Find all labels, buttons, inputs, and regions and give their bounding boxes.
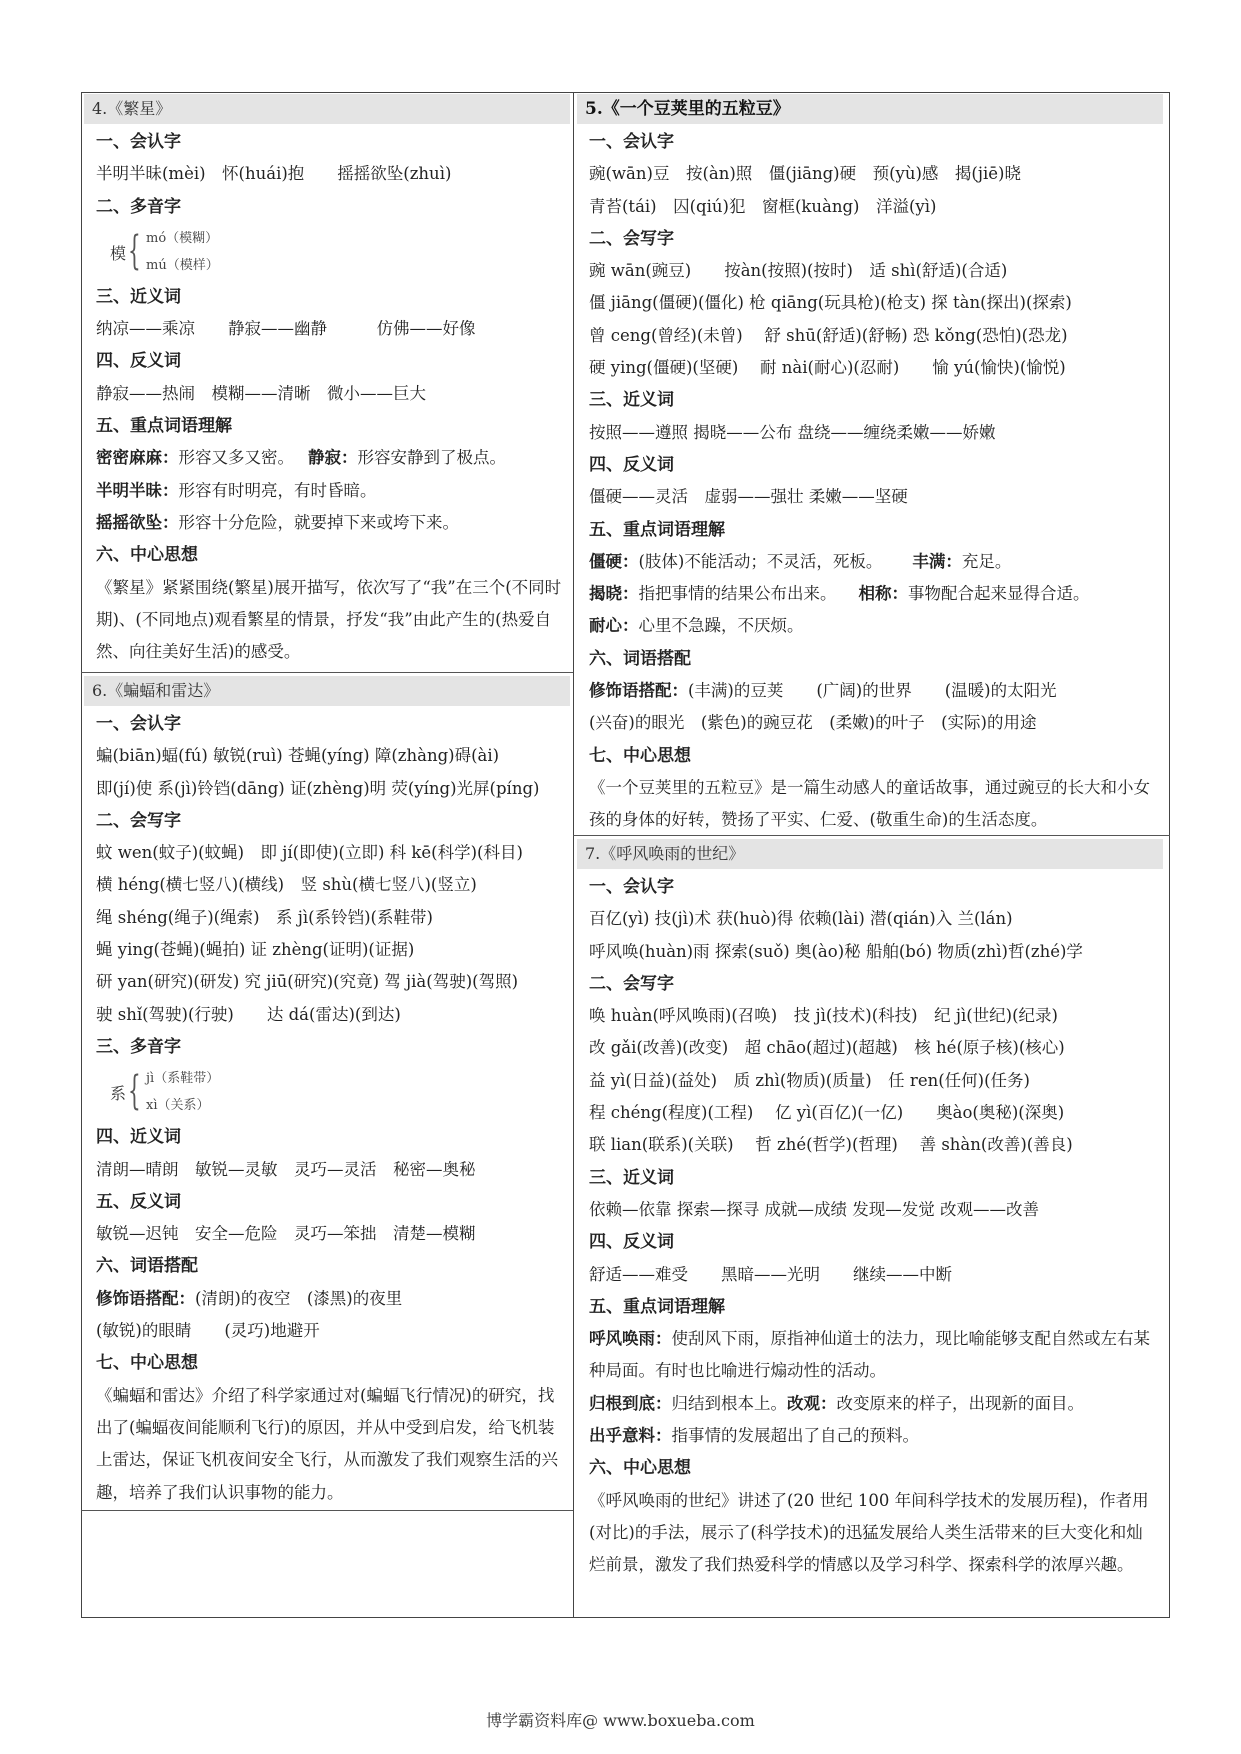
brace-icon: {: [128, 1068, 141, 1115]
text-line: 益 yì(日益)(益处) 质 zhì(物质)(质量) 任 ren(任何)(任务): [589, 1070, 1030, 1090]
text-line: 蝇 ying(苍蝇)(蝇拍) 证 zhèng(证明)(证据): [96, 940, 415, 960]
heading: 二、会写字: [96, 810, 181, 831]
heading: 五、重点词语理解: [96, 416, 232, 437]
text-line: 呼风唤(huàn)雨 探索(suǒ) 奥(ào)秘 船舶(bó) 物质(zhì)哲(zhé)学: [589, 941, 1083, 961]
heading: 四、近义词: [96, 1127, 181, 1148]
definition: 充足。: [961, 551, 1012, 571]
term: 归根到底：: [589, 1393, 672, 1413]
brace-icon: {: [128, 227, 141, 274]
definition-line: [577, 578, 1167, 610]
polyphone-reading: jì（系鞋带）: [146, 1071, 220, 1087]
heading: 四、反义词: [589, 1232, 674, 1253]
definition: 改变原来的样子，出现新的面目。: [836, 1393, 1084, 1413]
text-line: 研 yan(研究)(研发) 究 jiū(研究)(究竟) 驾 jià(驾驶)(驾照): [96, 972, 519, 992]
heading: 五、重点词语理解: [589, 1296, 725, 1317]
text-line: 蝙(biān)蝠(fú) 敏锐(ruì) 苍蝇(yíng) 障(zhàng)碍(ài): [96, 746, 500, 766]
lesson-title: 5.《一个豆荚里的五粒豆》: [577, 94, 1163, 124]
text-line: 依赖—依靠 探索—探寻 成就—成绩 发现—发觉 改观——改善: [589, 1199, 1039, 1219]
text-line: 纳凉——乘凉 静寂——幽静 仿佛——好像: [96, 319, 476, 339]
polyphone-char: 系: [110, 1084, 127, 1104]
paragraph: 《繁星》紧紧围绕(繁星)展开描写，依次写了“我”在三个(不同时期)、(不同地点)观看繁星的情景，抒发“我”由此产生的(热爱自然、向往美好生活)的感受。: [96, 577, 562, 662]
heading: 四、反义词: [96, 351, 181, 372]
paragraph: 《一个豆荚里的五粒豆》是一篇生动感人的童话故事，通过豌豆的长大和小女孩的身体的好转，赞扬了平实、仁爱、(敬重生命)的生活态度。: [589, 777, 1150, 830]
text-line: 硬 ying(僵硬)(坚硬) 耐 nài(耐心)(忍耐) 愉 yú(愉快)(愉悦): [589, 358, 1066, 378]
heading: 三、多音字: [96, 1036, 181, 1057]
heading: 一、会认字: [96, 132, 181, 152]
heading: 七、中心思想: [96, 1353, 198, 1374]
definition: 形容十分危险，就要掉下来或垮下来。: [178, 512, 459, 532]
heading: 六、词语搭配: [96, 1256, 198, 1277]
heading: 二、多音字: [96, 196, 181, 217]
definition-line: [577, 1420, 1167, 1452]
lesson-title: 4.《繁星》: [84, 94, 570, 124]
text-line: 百亿(yì) 技(jì)术 获(huò)得 依赖(lài) 潜(qián)入 兰(lán): [589, 909, 1013, 929]
term: 半明半昧：: [96, 480, 179, 500]
heading: 一、会认字: [589, 877, 674, 897]
lesson-4-section: [84, 94, 570, 668]
text-line: 半明半昧(mèi) 怀(huái)抱 摇摇欲坠(zhuì): [96, 164, 452, 184]
collocation: (清朗)的夜空 (漆黑)的夜里: [195, 1288, 403, 1308]
term: 静寂：: [308, 448, 358, 468]
heading: 一、会认字: [589, 132, 674, 152]
definition-line: [577, 610, 1167, 642]
polyphone-block: [84, 223, 570, 281]
heading: 七、中心思想: [589, 745, 691, 766]
collocation-line: [577, 675, 1167, 707]
polyphone-block: [84, 1063, 570, 1121]
heading: 六、词语搭配: [589, 648, 691, 669]
term: 僵硬：: [589, 551, 639, 571]
text-line: 豌(wān)豆 按(àn)照 僵(jiāng)硬 预(yù)感 揭(jiē)晓: [589, 164, 1021, 184]
definition: (肢体)不能活动；不灵活，死板。: [638, 551, 883, 571]
polyphone-reading: mú（模样）: [146, 257, 219, 273]
definition-paragraph: [577, 1323, 1167, 1388]
definition-line: [84, 475, 570, 507]
heading: 六、中心思想: [589, 1458, 691, 1479]
text-line: 即(jí)使 系(jì)铃铛(dāng) 证(zhèng)明 荧(yíng)光屏(píng): [96, 778, 540, 798]
text-line: 清朗—晴朗 敏锐—灵敏 灵巧—灵活 秘密—奥秘: [96, 1159, 476, 1179]
polyphone-reading: xì（关系）: [146, 1098, 210, 1114]
collocation: (丰满)的豆荚 (广阔)的世界 (温暖)的太阳光: [688, 681, 1057, 701]
lesson-7-section: [577, 839, 1167, 1582]
definition: 事物配合起来显得合适。: [908, 584, 1090, 604]
paragraph: 《蝙蝠和雷达》介绍了科学家通过对(蝙蝠飞行情况)的研究，找出了(蝙蝠夜间能顺利飞行)的原因，并从中受到启发，给飞机装上雷达，保证飞机夜间安全飞行，从而激发了我们观察生活的兴趣，培养了我们认识事物的能力。: [96, 1385, 558, 1502]
term: 修饰语搭配：: [589, 681, 688, 701]
polyphone-reading: mó（模糊）: [146, 230, 219, 246]
lesson-6-section: [84, 676, 570, 1509]
definition: 指把事情的结果公布出来。: [638, 584, 837, 604]
polyphone-char: 模: [110, 243, 127, 263]
text-line: 按照——遵照 揭晓——公布 盘绕——缠绕柔嫩——娇嫩: [589, 422, 996, 442]
heading: 二、会写字: [589, 973, 674, 994]
definition-line: [577, 546, 1167, 578]
definition: 指事情的发展超出了自己的预料。: [671, 1426, 919, 1446]
text-line: 联 lian(联系)(关联) 哲 zhé(哲学)(哲理) 善 shàn(改善)(善良): [589, 1135, 1073, 1155]
text-line: 改 gǎi(改善)(改变) 超 chāo(超过)(超越) 核 hé(原子核)(核心): [589, 1038, 1065, 1058]
text-line: 僵硬——灵活 虚弱——强壮 柔嫩——坚硬: [589, 487, 908, 507]
paragraph: 《呼风唤雨的世纪》讲述了(20 世纪 100 年间科学技术的发展历程)，作者用(对比)的手法，展示了(科学技术)的迅猛发展给人类生活带来的巨大变化和灿烂前景，激发了我们热爱科学的情感以及学习科学、探索科学的浓厚兴趣。: [589, 1490, 1149, 1575]
text-line: 静寂——热闹 模糊——清晰 微小——巨大: [96, 383, 426, 403]
heading: 一、会认字: [96, 714, 181, 734]
definition-line: [84, 442, 570, 474]
column-divider: [573, 92, 574, 1618]
text-line: 唤 huàn(呼风唤雨)(召唤) 技 jì(技术)(科技) 纪 jì(世纪)(纪录): [589, 1006, 1058, 1026]
term: 丰满：: [912, 551, 962, 571]
heading: 三、近义词: [589, 1167, 674, 1188]
term: 摇摇欲坠：: [96, 512, 179, 532]
definition: 心里不急躁，不厌烦。: [638, 616, 804, 636]
term: 修饰语搭配：: [96, 1288, 195, 1308]
term: 改观：: [787, 1393, 837, 1413]
definition: 归结到根本上。: [671, 1393, 787, 1413]
definition-line: [577, 1388, 1167, 1420]
text-line: 横 héng(横七竖八)(横线) 竖 shù(横七竖八)(竖立): [96, 875, 477, 895]
collocation-line: (兴奋)的眼光 (紫色)的豌豆花 (柔嫩)的叶子 (实际)的用途: [589, 713, 1037, 733]
text-line: 僵 jiāng(僵硬)(僵化) 枪 qiāng(玩具枪)(枪支) 探 tàn(探出)(探索): [589, 293, 1072, 313]
term: 耐心：: [589, 616, 639, 636]
heading: 四、反义词: [589, 454, 674, 475]
lesson-title: 6.《蝙蝠和雷达》: [84, 676, 570, 706]
definition: 形容安静到了极点。: [357, 448, 506, 468]
section-divider: [81, 672, 573, 673]
text-line: 豌 wān(豌豆) 按àn(按照)(按时) 适 shì(舒适)(合适): [589, 261, 1008, 281]
heading: 六、中心思想: [96, 545, 198, 566]
definition: 形容有时明亮，有时昏暗。: [178, 480, 377, 500]
text-line: 程 chéng(程度)(工程) 亿 yì(百亿)(一亿) 奥ào(奥秘)(深奥): [589, 1103, 1065, 1123]
definition-line: [84, 507, 570, 539]
definition: 形容又多又密。: [178, 448, 294, 468]
heading: 五、重点词语理解: [589, 519, 725, 540]
heading: 五、反义词: [96, 1191, 181, 1212]
heading: 三、近义词: [589, 390, 674, 411]
definition: 使刮风下雨，原指神仙道士的法力，现比喻能够支配自然或左右某种局面。有时也比喻进行煽动性的活动。: [589, 1329, 1150, 1381]
text-line: 青苔(tái) 囚(qiú)犯 窗框(kuàng) 洋溢(yì): [589, 196, 937, 216]
text-line: 敏锐—迟钝 安全—危险 灵巧—笨拙 清楚—模糊: [96, 1224, 476, 1244]
heading: 三、近义词: [96, 286, 181, 307]
term: 相称：: [858, 584, 908, 604]
term: 揭晓：: [589, 584, 639, 604]
footer-watermark: 博学霸资料库@ www.boxueba.com: [486, 1711, 755, 1730]
lesson-5-section: [577, 94, 1167, 837]
term: 出乎意料：: [589, 1426, 672, 1446]
heading: 二、会写字: [589, 228, 674, 249]
term: 密密麻麻：: [96, 448, 179, 468]
collocation-line: [84, 1283, 570, 1315]
term: 呼风唤雨：: [589, 1329, 672, 1349]
text-line: 绳 shéng(绳子)(绳索) 系 jì(系铃铛)(系鞋带): [96, 907, 433, 927]
text-line: 曾 ceng(曾经)(未曾) 舒 shū(舒适)(舒畅) 恐 kǒng(恐怕)(恐龙): [589, 325, 1068, 345]
text-line: 舒适——难受 黑暗——光明 继续——中断: [589, 1264, 952, 1284]
text-line: 驶 shǐ(驾驶)(行驶) 达 dá(雷达)(到达): [96, 1004, 401, 1024]
text-line: 蚊 wen(蚊子)(蚊蝇) 即 jí(即使)(立即) 科 kē(科学)(科目): [96, 843, 523, 863]
section-divider: [81, 1510, 573, 1511]
collocation-line: (敏锐)的眼睛 (灵巧)地避开: [96, 1321, 320, 1341]
lesson-title: 7.《呼风唤雨的世纪》: [577, 839, 1163, 869]
